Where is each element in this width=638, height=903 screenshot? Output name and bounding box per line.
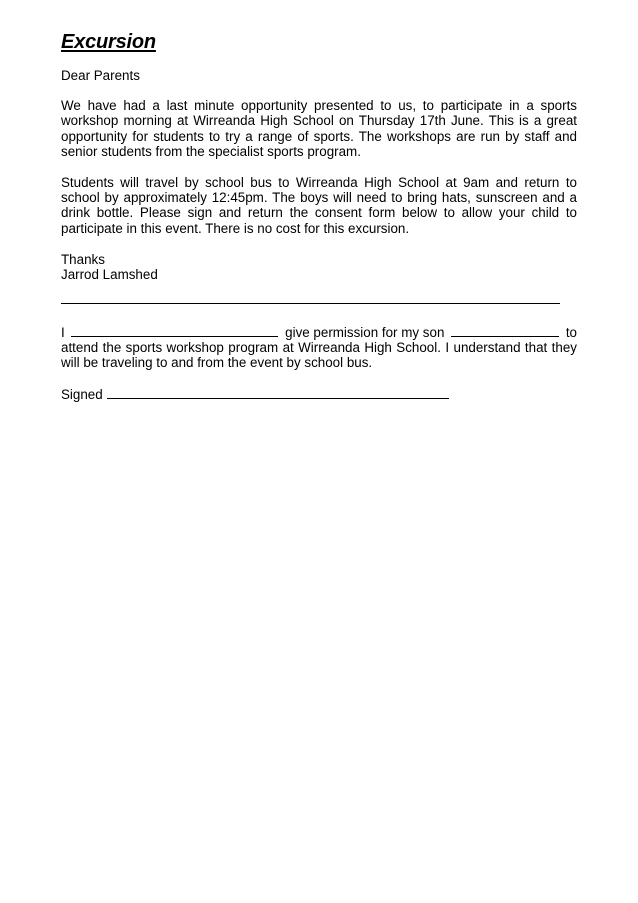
paragraph-invitation: We have had a last minute opportunity presented to us, to participate in a sports workshop morning at Wirreanda High School on Thursday 17th June. This is a great opportunity for students to try a range of sports. The workshops are run by staff and senior students from the specialist sports program. (61, 98, 577, 159)
son-name-blank[interactable] (451, 324, 559, 337)
consent-suffix: to (565, 325, 577, 340)
parent-name-blank[interactable] (71, 324, 278, 337)
paragraph-travel-details: Students will travel by school bus to Wirreanda High School at 9am and return to school by approximately 12:45pm. The boys will need to bring hats, sunscreen and a drink bottle. Please sign and return the consent form below to allow your child to participate in this event. There is no cost for this excursion. (61, 175, 577, 236)
letter-page (61, 30, 577, 402)
signed-label: Signed (61, 386, 103, 402)
signature-row (61, 386, 577, 402)
letter-title: Excursion (61, 31, 156, 53)
closing: Thanks (61, 251, 105, 267)
consent-statement: attend the sports workshop program at Wirreanda High School. I understand that they will be traveling to and from the event by school bus. (61, 340, 577, 371)
tear-off-divider (61, 303, 560, 304)
consent-line (61, 324, 577, 340)
consent-form (61, 324, 577, 402)
consent-middle-text: give permission for my son (285, 325, 445, 340)
consent-prefix: I (61, 325, 65, 340)
sender-name: Jarrod Lamshed (61, 267, 158, 283)
signature-blank[interactable] (107, 386, 449, 399)
salutation: Dear Parents (61, 68, 140, 83)
